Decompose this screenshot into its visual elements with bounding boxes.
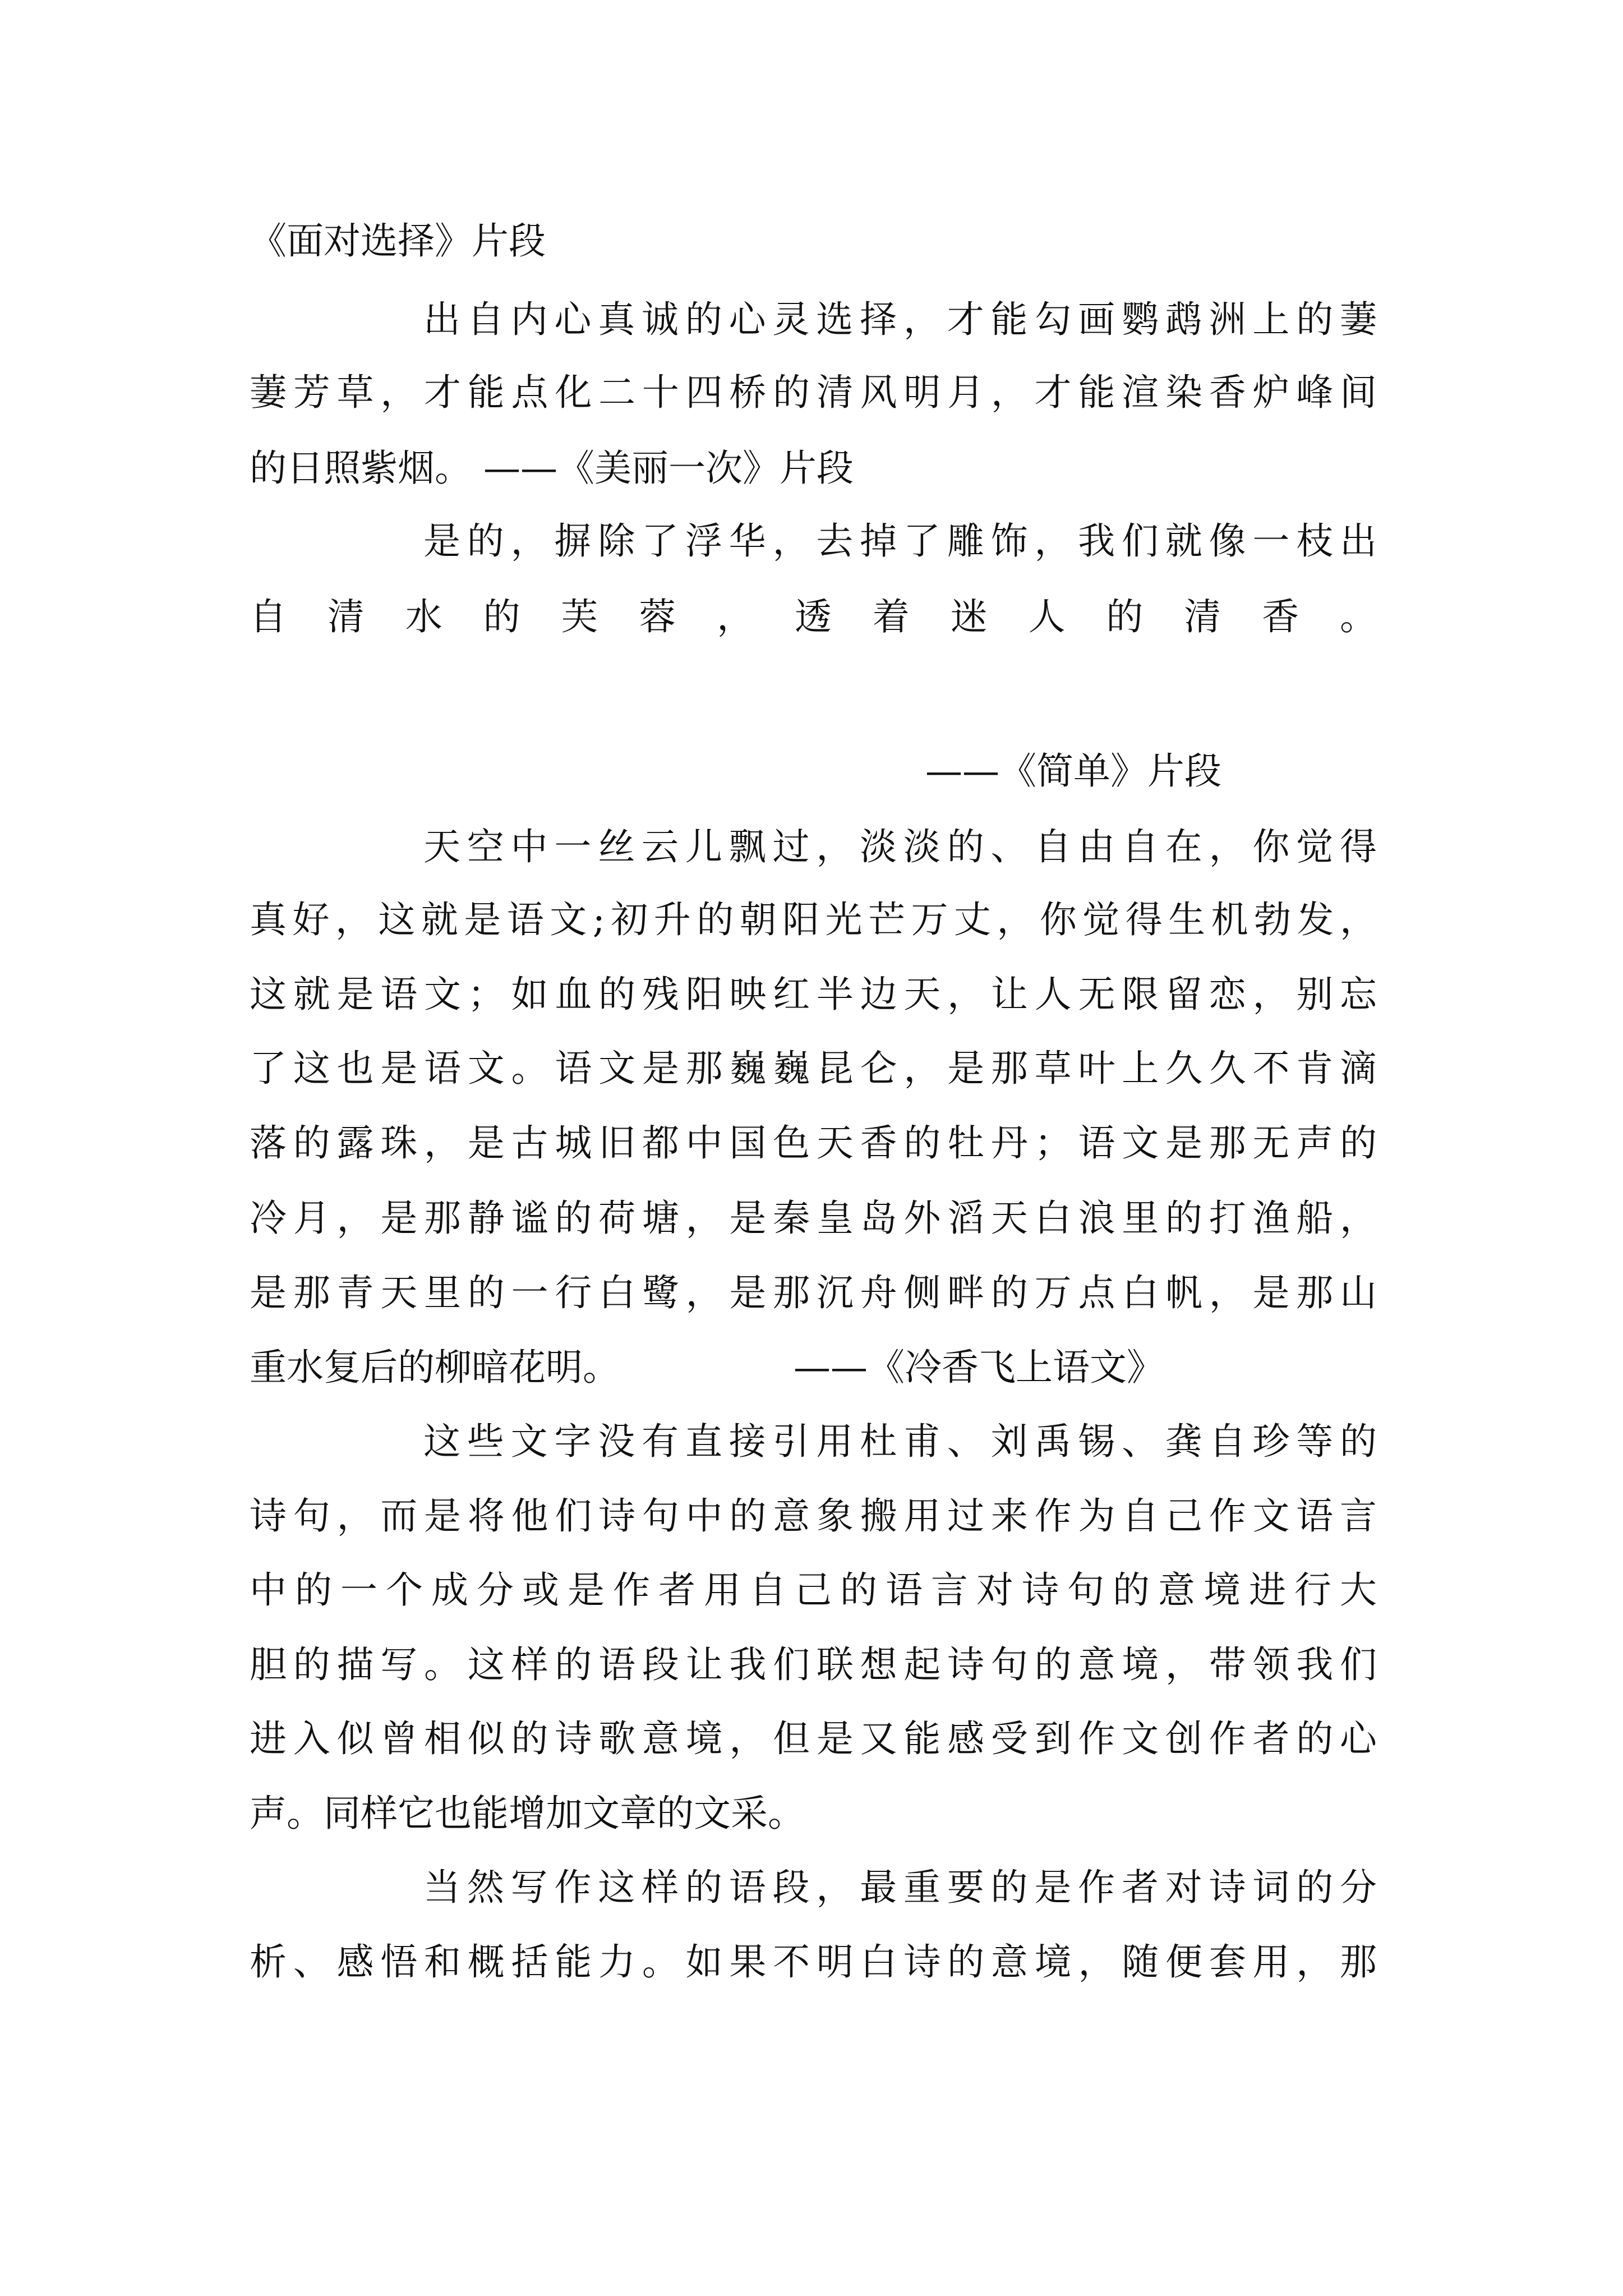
text-line: 析、感悟和概括能力。如果不明白诗的意境，随便套用，那	[250, 1940, 1377, 1984]
text-line: 进入似曾相似的诗歌意境，但是又能感受到作文创作者的心	[250, 1717, 1377, 1760]
text-line: 真好，这就是语文;初升的朝阳光芒万丈，你觉得生机勃发，	[250, 898, 1377, 941]
text-line: 重水复后的柳暗花明。	[250, 1346, 620, 1389]
text-line: 自清水的芙蓉，透着迷人的清香。	[250, 595, 1377, 638]
text-line: 诗句，而是将他们诗句中的意象搬用过来作为自己作文语言	[250, 1494, 1377, 1538]
text-line: 胆的描写。这样的语段让我们联想起诗句的意境，带领我们	[250, 1643, 1377, 1686]
text-line: 这些文字没有直接引用杜甫、刘禹锡、龚自珍等的	[423, 1420, 1377, 1463]
text-line: 萋芳草，才能点化二十四桥的清风明月，才能渲染香炉峰间	[250, 371, 1377, 414]
attribution-line: ——《冷香飞上语文》	[794, 1346, 1164, 1389]
text-line: 是的，摒除了浮华，去掉了雕饰，我们就像一枝出	[423, 519, 1377, 563]
attribution-line: ——《简单》片段	[925, 749, 1221, 793]
text-line: 出自内心真诚的心灵选择，才能勾画鹦鹉洲上的萋	[423, 298, 1377, 341]
text-line: 中的一个成分或是作者用自己的语言对诗句的意境进行大	[250, 1568, 1377, 1612]
text-line: 的日照紫烟。 ——《美丽一次》片段	[250, 447, 854, 490]
text-line: 声。同样它也能增加文章的文采。	[250, 1792, 805, 1835]
text-line: 当然写作这样的语段，最重要的是作者对诗词的分	[423, 1866, 1377, 1909]
text-line: 落的露珠，是古城旧都中国色天香的牡丹；语文是那无声的	[250, 1121, 1377, 1165]
text-line: 这就是语文；如血的残阳映红半边天，让人无限留恋，别忘	[250, 973, 1377, 1016]
text-line: 了这也是语文。语文是那巍巍昆仑，是那草叶上久久不肯滴	[250, 1047, 1377, 1090]
text-line: 《面对选择》片段	[250, 219, 546, 263]
text-line: 是那青天里的一行白鹭，是那沉舟侧畔的万点白帆，是那山	[250, 1271, 1377, 1314]
text-line: 天空中一丝云儿飘过，淡淡的、自由自在，你觉得	[423, 825, 1377, 868]
text-line: 冷月，是那静谧的荷塘，是秦皇岛外滔天白浪里的打渔船，	[250, 1197, 1377, 1240]
